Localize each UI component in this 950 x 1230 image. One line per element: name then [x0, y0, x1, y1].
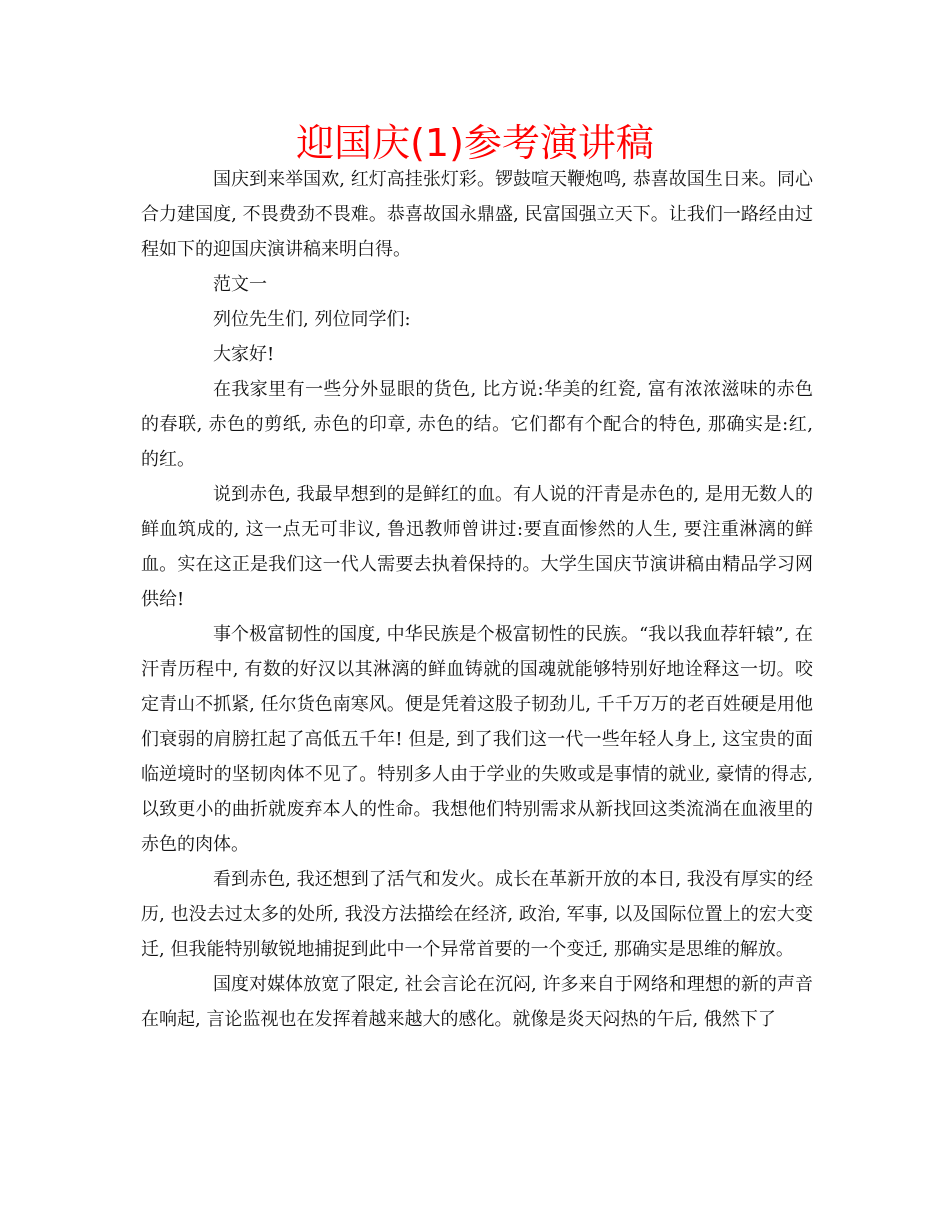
paragraph-media: 国度对媒体放宽了限定, 社会言论在沉闷, 许多来自于网络和理想的新的声音在响起, 言论监视也在发挥着越来越大的感化。就像是炎天闷热的午后, 俄然下了 — [141, 974, 813, 1030]
paragraph-red-blood: 说到赤色, 我最早想到的是鲜红的血。有人说的汗青是赤色的, 是用无数人的鲜血筑成的, 这一点无可非议, 鲁迅教师曾讲过:要直面惨然的人生, 要注重淋漓的鲜血。实在这正是我们这一代人需要去执着保持的。大学生国庆节演讲稿由精品学习网供给! — [141, 484, 813, 610]
paragraph-red-items: 在我家里有一些分外显眼的货色, 比方说:华美的红瓷, 富有浓浓滋味的赤色的春联, 赤色的剪纸, 赤色的印章, 赤色的结。它们都有个配合的特色, 那确实是:红, 的红。 — [141, 379, 813, 470]
paragraph-resilience: 事个极富韧性的国度, 中华民族是个极富韧性的民族。“我以我血荐轩辕”, 在汗青历程中, 有数的好汉以其淋漓的鲜血铸就的国魂就能够特别好地诠释这一切。咬定青山不抓紧, 任尔货色南寒风。便是凭着这股子韧劲儿, 千千万万的老百姓硬是用他们衰弱的肩膀扛起了高低五千年! 但是, 到了我们这一代一些年轻人身上, 这宝贵的面临逆境时的坚韧肉体不见了。特别多人由于学业的失败或是事情的就业, 豪情的得志, 以致更小的曲折就废弃本人的性命。我想他们特别需求从新找回这类流淌在血液里的赤色的肉体。 — [141, 624, 813, 855]
paragraph-vitality: 看到赤色, 我还想到了活气和发火。成长在革新开放的本日, 我没有厚实的经历, 也没去过太多的处所, 我没方法描绘在经济, 政治, 军事, 以及国际位置上的宏大变迁, 但我能特别敏锐地捕捉到此中一个异常首要的一个变迁, 那确实是思维的解放。 — [141, 869, 813, 960]
document-body — [141, 162, 813, 1037]
paragraph-intro: 国庆到来举国欢, 红灯高挂张灯彩。锣鼓喧天鞭炮鸣, 恭喜故国生日来。同心合力建国度, 不畏费劲不畏难。恭喜故国永鼎盛, 民富国强立天下。让我们一路经由过程如下的迎国庆演讲稿来明白得。 — [141, 169, 813, 260]
paragraph-salutation: 列位先生们, 列位同学们: — [213, 309, 411, 330]
document-title: 迎国庆(1)参考演讲稿 — [296, 121, 654, 165]
paragraph-greeting: 大家好! — [213, 344, 275, 365]
paragraph-sample-heading: 范文一 — [213, 274, 267, 295]
